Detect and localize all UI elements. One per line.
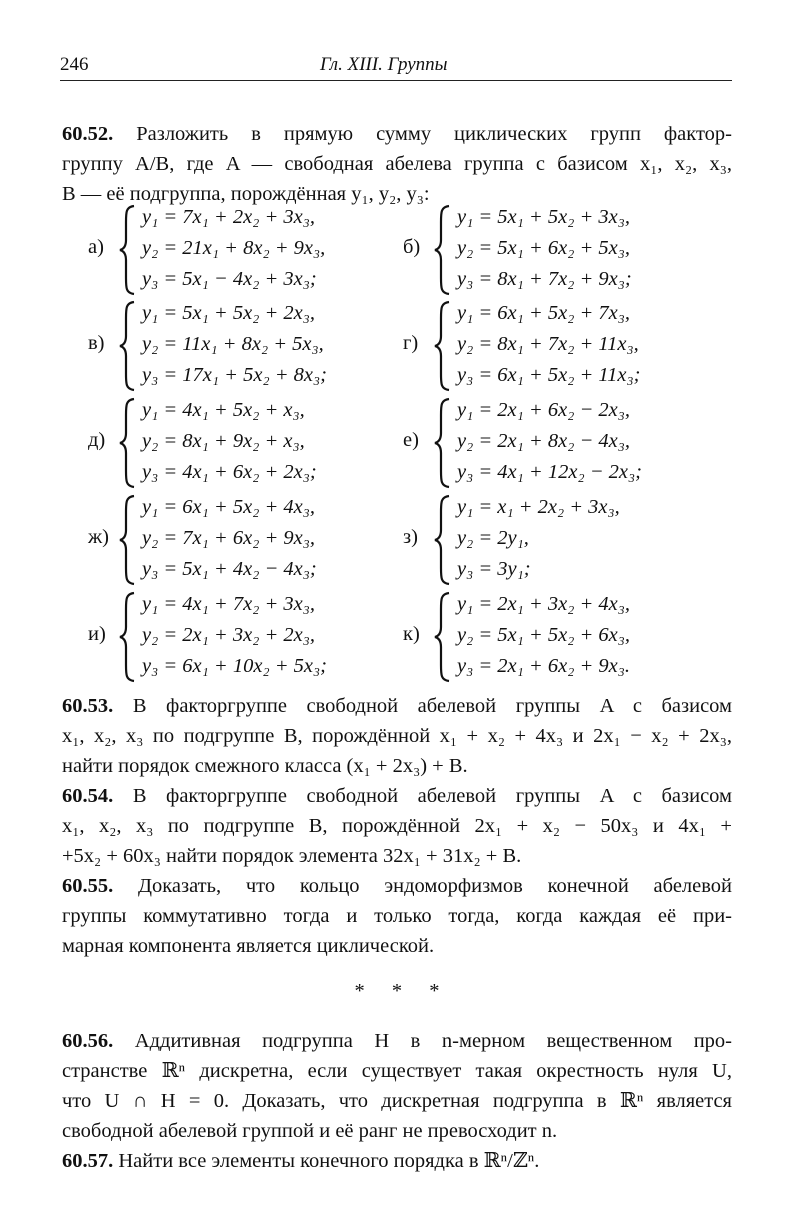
- equation: y₂ = 5x₁ + 5x₂ + 6x₃,: [457, 624, 631, 646]
- system-label: г): [403, 332, 419, 354]
- problem-60-53-line: [62, 722, 732, 750]
- line-text: группу A/B, где A — свободная абелева группа с базисом x₁, x₂, x₃,: [62, 153, 732, 175]
- line-text: B — её подгруппа, порождённая y₁, y₂, y₃:: [62, 183, 430, 205]
- problem-60-55-line: [62, 872, 732, 900]
- equation: y₂ = 5x₁ + 6x₂ + 5x₃,: [457, 237, 631, 259]
- line-text: В факторгруппе свободной абелевой группы A с базисом: [132, 785, 733, 807]
- line-text: что U ∩ H = 0. Доказать, что дискретная подгруппа в ℝⁿ является: [62, 1090, 732, 1112]
- equation: y₁ = 5x₁ + 5x₂ + 2x₃,: [142, 302, 316, 324]
- problem-60-53-line: [62, 692, 732, 720]
- problem-60-54-line: [62, 812, 732, 840]
- problem-60-52-line: [62, 120, 732, 148]
- system-label: а): [88, 236, 104, 258]
- equation: y₁ = 2x₁ + 6x₂ − 2x₃,: [457, 399, 631, 421]
- equation: y₁ = 6x₁ + 5x₂ + 4x₃,: [142, 496, 316, 518]
- system-label: в): [88, 332, 105, 354]
- equation: y₃ = 5x₁ − 4x₂ + 3x₃;: [142, 268, 317, 290]
- system-label: к): [403, 623, 420, 645]
- problem-60-57-line: [62, 1147, 732, 1175]
- problem-number: 60.54.: [62, 785, 114, 807]
- equation: y₁ = 4x₁ + 5x₂ + x₃,: [142, 399, 305, 421]
- equation: y₁ = 4x₁ + 7x₂ + 3x₃,: [142, 593, 316, 615]
- equation: y₃ = 4x₁ + 6x₂ + 2x₃;: [142, 461, 317, 483]
- left-brace-icon: [118, 591, 138, 683]
- line-text: Разложить в прямую сумму циклических групп фактор-: [136, 123, 732, 145]
- system-label: е): [403, 429, 419, 451]
- running-head: Гл. XIII. Группы: [320, 54, 448, 75]
- problem-60-53-line: [62, 752, 732, 780]
- system-label: ж): [88, 526, 109, 548]
- left-brace-icon: [118, 204, 138, 296]
- equation: y₂ = 21x₁ + 8x₂ + 9x₃,: [142, 237, 326, 259]
- equation: y₂ = 11x₁ + 8x₂ + 5x₃,: [142, 333, 324, 355]
- line-text: группы коммутативно тогда и только тогда, когда каждая её при-: [62, 905, 732, 927]
- header-rule: [60, 80, 732, 81]
- system-label: з): [403, 526, 418, 548]
- line-text: свободной абелевой группой и её ранг не превосходит n.: [62, 1120, 558, 1142]
- problem-number: 60.57.: [62, 1150, 114, 1172]
- left-brace-icon: [118, 300, 138, 392]
- problem-number: 60.56.: [62, 1030, 114, 1052]
- line-text: x₁, x₂, x₃ по подгруппе B, порождённой 2x₁ + x₂ − 50x₃ и 4x₁ +: [62, 815, 732, 837]
- line-text: Аддитивная подгруппа H в n-мерном вещественном про-: [134, 1030, 733, 1052]
- problem-number: 60.55.: [62, 875, 114, 897]
- problem-60-56-line: [62, 1027, 732, 1055]
- line-text: +5x₂ + 60x₃ найти порядок элемента 32x₁ + 31x₂ + B.: [62, 845, 522, 867]
- equation: y₂ = 2y₁,: [457, 527, 529, 549]
- equation: y₂ = 2x₁ + 3x₂ + 2x₃,: [142, 624, 316, 646]
- problem-number: 60.53.: [62, 695, 114, 717]
- equation: y₃ = 8x₁ + 7x₂ + 9x₃;: [457, 268, 632, 290]
- equation: y₁ = 2x₁ + 3x₂ + 4x₃,: [457, 593, 631, 615]
- left-brace-icon: [433, 300, 453, 392]
- line-text: Доказать, что кольцо эндоморфизмов конечной абелевой: [138, 875, 733, 897]
- line-text: странстве ℝⁿ дискретна, если существует такая окрестность нуля U,: [62, 1060, 732, 1082]
- left-brace-icon: [433, 494, 453, 586]
- equation: y₁ = x₁ + 2x₂ + 3x₃,: [457, 496, 620, 518]
- problem-number: 60.52.: [62, 123, 114, 145]
- left-brace-icon: [433, 397, 453, 489]
- page-number: 246: [60, 54, 89, 75]
- equation: y₃ = 4x₁ + 12x₂ − 2x₃;: [457, 461, 642, 483]
- equation: y₃ = 6x₁ + 5x₂ + 11x₃;: [457, 364, 641, 386]
- problem-60-56-line: [62, 1087, 732, 1115]
- equation: y₃ = 3y₁;: [457, 558, 531, 580]
- system-label: д): [88, 429, 106, 451]
- problem-60-54-line: [62, 782, 732, 810]
- equation: y₃ = 2x₁ + 6x₂ + 9x₃.: [457, 655, 631, 677]
- problem-60-54-line: [62, 842, 732, 870]
- line-text: марная компонента является циклической.: [62, 935, 435, 957]
- system-label: и): [88, 623, 106, 645]
- problem-60-52-line: [62, 150, 732, 178]
- left-brace-icon: [433, 591, 453, 683]
- line-text: найти порядок смежного класса (x₁ + 2x₃) + B.: [62, 755, 468, 777]
- line-text: x₁, x₂, x₃ по подгруппе B, порождённой x₁ + x₂ + 4x₃ и 2x₁ − x₂ + 2x₃,: [62, 725, 732, 747]
- problem-60-55-line: [62, 932, 732, 960]
- equation: y₂ = 8x₁ + 7x₂ + 11x₃,: [457, 333, 639, 355]
- section-separator: * * *: [354, 980, 440, 1002]
- line-text: В факторгруппе свободной абелевой группы A с базисом: [132, 695, 733, 717]
- system-label: б): [403, 236, 421, 258]
- equation: y₂ = 2x₁ + 8x₂ − 4x₃,: [457, 430, 631, 452]
- problem-60-56-line: [62, 1117, 732, 1145]
- problem-60-52-line: [62, 180, 732, 208]
- equation: y₁ = 5x₁ + 5x₂ + 3x₃,: [457, 206, 631, 228]
- equation: y₂ = 7x₁ + 6x₂ + 9x₃,: [142, 527, 316, 549]
- equation: y₃ = 6x₁ + 10x₂ + 5x₃;: [142, 655, 327, 677]
- equation: y₂ = 8x₁ + 9x₂ + x₃,: [142, 430, 305, 452]
- left-brace-icon: [118, 397, 138, 489]
- equation: y₁ = 7x₁ + 2x₂ + 3x₃,: [142, 206, 316, 228]
- problem-60-56-line: [62, 1057, 732, 1085]
- equation: y₁ = 6x₁ + 5x₂ + 7x₃,: [457, 302, 631, 324]
- left-brace-icon: [433, 204, 453, 296]
- left-brace-icon: [118, 494, 138, 586]
- line-text: Найти все элементы конечного порядка в ℝⁿ/ℤⁿ.: [118, 1150, 540, 1172]
- problem-60-55-line: [62, 902, 732, 930]
- equation: y₃ = 17x₁ + 5x₂ + 8x₃;: [142, 364, 327, 386]
- equation: y₃ = 5x₁ + 4x₂ − 4x₃;: [142, 558, 317, 580]
